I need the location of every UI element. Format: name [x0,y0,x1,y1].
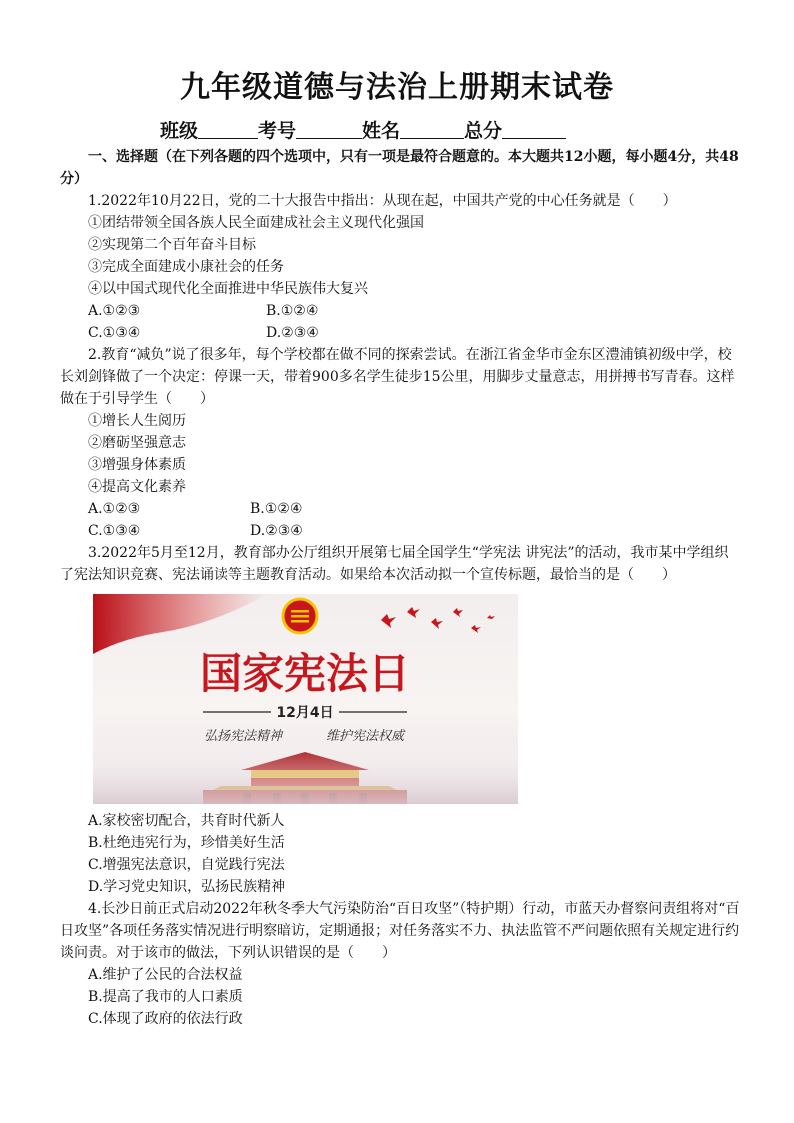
choice-d: D.②③④ [266,325,319,341]
banner-slogan-left: 弘扬宪法精神 [203,729,283,744]
choice-b: B.提高了我市的人口素质 [88,989,243,1005]
choice-row [60,520,740,542]
banner-headline: 国家宪法日 [199,649,411,698]
question-stem: 2.教育“减负”说了很多年，每个学校都在做不同的探索尝试。在浙江省金华市金东区澧浦镇初级中学，校长刘剑锋做了一个决定：停课一天，带着900多名学生徒步15公里，用脚步丈量意志，用拼搏书写青春。这样做在于引导学生（ ） [60,347,735,407]
choice-d: D.学习党史知识，弘扬民族精神 [88,879,286,895]
choice-a: A.①②③ [88,303,141,319]
question-stem: 3.2022年5月至12月，教育部办公厅组织开展第七届全国学生“学宪法 讲宪法”的活动，我市某中学组织了宪法知识竞赛、宪法诵读等主题教育活动。如果给本次活动拟一个宣传标题，最恰当的是（ ） [60,545,729,583]
question-2 [60,344,740,542]
choice-b: B.①②④ [250,501,303,517]
question-4 [60,898,740,1030]
exam-content [60,146,740,1030]
red-flag-shape [93,594,268,654]
choice-b: B.①②④ [266,303,319,319]
page-title: 九年级道德与法治上册期末试卷 [180,70,614,105]
question-stem: 4.长沙日前正式启动2022年秋冬季大气污染防治“百日攻坚”（特护期）行动，市蓝天办督察问责组将对“百日攻坚”各项任务落实情况进行明察暗访，定期通报；对任务落实不力、执法监管不严问题依照有关规定进行约谈问责。对于该市的做法，下列认识错误的是（ ） [60,901,740,961]
choice-c: C.体现了政府的依法行政 [88,1011,243,1027]
number-blank [296,120,362,139]
question-1 [60,190,740,344]
choice-row [60,498,740,520]
choice-d: D.②③④ [250,523,303,539]
class-label: 班级 [160,120,199,142]
constitution-day-banner [93,594,518,804]
banner-slogan-right: 维护宪法权威 [325,729,405,744]
choice-a: A.①②③ [88,501,141,517]
dove-icons [381,607,495,633]
statement-item: ③增强身体素质 [88,457,186,473]
statement-item: ④提高文化素养 [88,479,186,495]
class-blank [198,120,258,139]
statement-item: ③完成全面建成小康社会的任务 [88,259,284,275]
choice-b: B.杜绝违宪行为，珍惜美好生活 [88,835,285,851]
name-label: 姓名 [362,120,401,142]
student-info-line [160,116,566,143]
statement-item: ②实现第二个百年奋斗目标 [88,237,256,253]
choice-a: A.维护了公民的合法权益 [88,967,243,983]
choice-a: A.家校密切配合，共育时代新人 [88,813,285,829]
banner-date: 12月4日 [276,705,334,721]
choice-row [60,300,740,322]
choice-c: C.①③④ [88,325,141,341]
cloud-band [93,744,518,804]
choice-row [60,322,740,344]
choice-c: C.增强宪法意识，自觉践行宪法 [88,857,285,873]
statement-item: ①增长人生阅历 [88,413,186,429]
question-3 [60,542,740,898]
banner-illustration [93,594,518,804]
score-label: 总分 [464,120,503,142]
number-label: 考号 [258,120,297,142]
question-stem: 1.2022年10月22日，党的二十大报告中指出：从现在起，中国共产党的中心任务就是（ ） [88,193,677,209]
score-blank [502,120,566,139]
statement-item: ④以中国式现代化全面推进中华民族伟大复兴 [88,281,368,297]
name-blank [400,120,464,139]
emblem-icon [283,599,317,633]
statement-item: ①团结带领全国各族人民全面建成社会主义现代化强国 [88,215,424,231]
section-heading: 一、选择题（在下列各题的四个选项中，只有一项是最符合题意的。本大题共12小题，每小题4分，共48分） [60,149,739,187]
statement-item: ②磨砺坚强意志 [88,435,186,451]
choice-c: C.①③④ [88,523,141,539]
